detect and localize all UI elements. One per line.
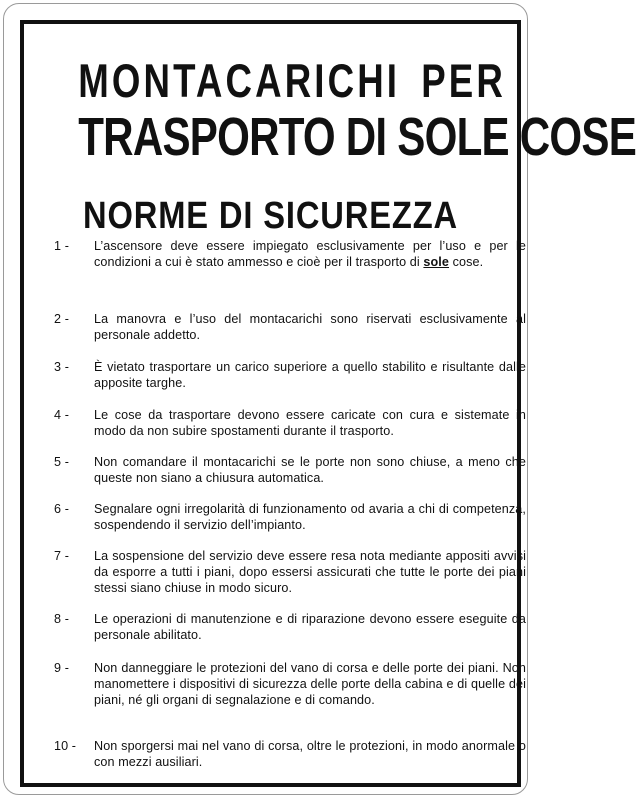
rule-text: Le cose da trasportare devono essere caricate con cura e sistemate in modo da non subire spostamenti durante il trasporto. <box>94 408 526 438</box>
rule-number: 9 - <box>54 661 69 675</box>
rule-number: 7 - <box>54 549 69 563</box>
rule-text: Segnalare ogni irregolarità di funzionamento od avaria a chi di competenza, sospendendo il servizio dell’impianto. <box>94 502 526 532</box>
rule-9 <box>54 660 526 708</box>
rule-text-part: cose. <box>449 255 484 269</box>
sign-subtitle: NORME DI SICUREZZA <box>83 195 458 237</box>
rule-text: La sospensione del servizio deve essere resa nota mediante appositi avvisi da esporre a tutti i piani, dopo essersi assicurati che tutte le porte dei piani stessi siano chiuse in modo sicuro. <box>94 549 526 595</box>
rule-2 <box>54 311 526 343</box>
rule-text: Le operazioni di manutenzione e di riparazione devono essere eseguite da personale abilitato. <box>94 612 526 642</box>
rule-text-part: L’ascensore deve essere impiegato esclusivamente per l’uso e per le condizioni a cui è stato ammesso e cioè per il trasporto di <box>94 239 526 269</box>
rule-5 <box>54 454 526 486</box>
rule-7 <box>54 548 526 596</box>
rule-4 <box>54 407 526 439</box>
rule-text: Non danneggiare le protezioni del vano di corsa e delle porte dei piani. Non manomettere i dispositivi di sicurezza delle porte della cabina e di quelle dei piani, né gli organi di segnalazione e di comando. <box>94 661 526 707</box>
rule-10 <box>54 738 526 770</box>
sign-title-line-2: TRASPORTO DI SOLE COSE <box>78 107 636 167</box>
rule-number: 6 - <box>54 502 69 516</box>
rule-text: La manovra e l’uso del montacarichi sono riservati esclusivamente al personale addetto. <box>94 312 526 342</box>
rule-6 <box>54 501 526 533</box>
rule-8 <box>54 611 526 643</box>
sign-title-line-1: MONTACARICHI PER <box>78 54 506 107</box>
rule-1 <box>54 238 526 270</box>
rule-number: 4 - <box>54 408 69 422</box>
rule-text <box>94 238 526 270</box>
rule-text: È vietato trasportare un carico superiore a quello stabilito e risultante dalle apposite targhe. <box>94 360 526 390</box>
sign-inner-border <box>20 20 636 787</box>
rule-text: Non comandare il montacarichi se le porte non sono chiuse, a meno che queste non siano a chiusura automatica. <box>94 455 526 485</box>
safety-sign <box>3 3 636 795</box>
rule-number: 3 - <box>54 360 69 374</box>
rule-emphasis: sole <box>423 255 450 269</box>
rule-text: Non sporgersi mai nel vano di corsa, oltre le protezioni, in modo anormale o con mezzi ausiliari. <box>94 739 526 769</box>
rule-number: 1 - <box>54 239 69 253</box>
rule-number: 8 - <box>54 612 69 626</box>
rule-number: 10 - <box>54 739 77 753</box>
rule-number: 2 - <box>54 312 69 326</box>
rule-number: 5 - <box>54 455 69 469</box>
rule-3 <box>54 359 526 391</box>
